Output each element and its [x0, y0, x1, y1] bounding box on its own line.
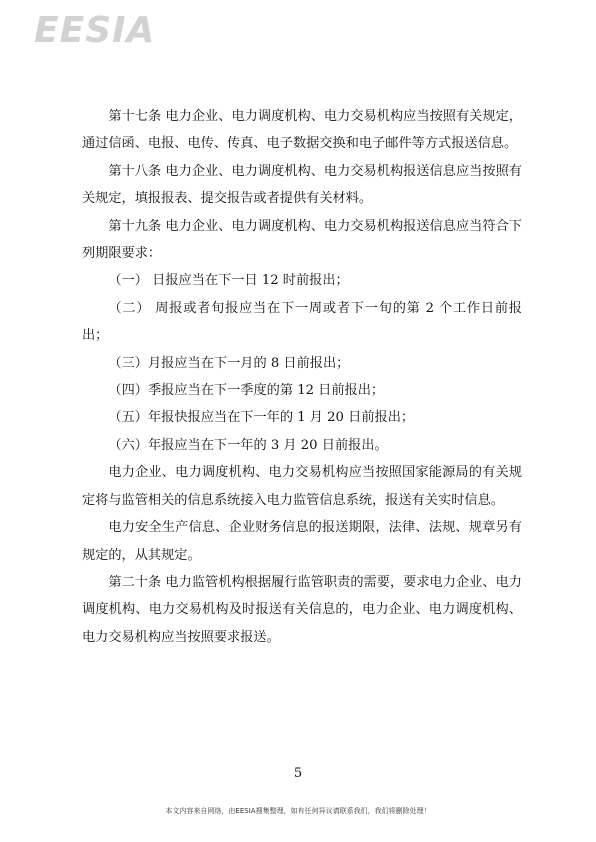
article-20: 第二十条 电力监管机构根据履行监管职责的需要，要求电力企业、电力调度机构、电力交易机构及时报送有关信息的，电力企业、电力调度机构、电力交易机构应当按照要求报送。: [82, 574, 522, 645]
deadline-item-5: （五）年报快报应当在下一年的 1 月 20 日前报出；: [108, 410, 415, 426]
deadline-item-3: （三）月报应当在下一月的 8 日前报出；: [108, 355, 350, 371]
article-19: 第十九条 电力企业、电力调度机构、电力交易机构报送信息应当符合下列期限要求：: [82, 218, 522, 262]
footer-disclaimer: 本文内容来自网络，由EESIA搜集整理，如有任何异议请联系我们，我们将删除处理！: [165, 807, 431, 815]
page-number: 5: [293, 766, 303, 781]
deadline-item-2: （二） 周报或者旬报应当在下一周或者下一旬的第 2 个工作日前报出；: [82, 300, 522, 344]
article-18: 第十八条 电力企业、电力调度机构、电力交易机构报送信息应当按照有关规定，填报报表、提交报告或者提供有关材料。: [82, 163, 522, 207]
safety-finance-paragraph: 电力安全生产信息、企业财务信息的报送期限，法律、法规、规章另有规定的，从其规定。: [82, 520, 522, 563]
deadline-item-4: （四）季报应当在下一季度的第 12 日前报出；: [108, 383, 385, 399]
deadline-item-1: （一） 日报应当在下一日 12 时前报出；: [108, 273, 349, 289]
eesia-logo: EESIA: [34, 10, 156, 51]
realtime-info-paragraph: 电力企业、电力调度机构、电力交易机构应当按照国家能源局的有关规定将与监管相关的信息系统接入电力监管信息系统，报送有关实时信息。: [82, 465, 522, 508]
article-17: 第十七条 电力企业、电力调度机构、电力交易机构应当按照有关规定，通过信函、电报、电传、传真、电子数据交换和电子邮件等方式报送信息。: [82, 109, 522, 152]
document-body: [82, 103, 522, 651]
deadline-item-6: （六）年报应当在下一年的 3 月 20 日前报出。: [108, 437, 388, 453]
